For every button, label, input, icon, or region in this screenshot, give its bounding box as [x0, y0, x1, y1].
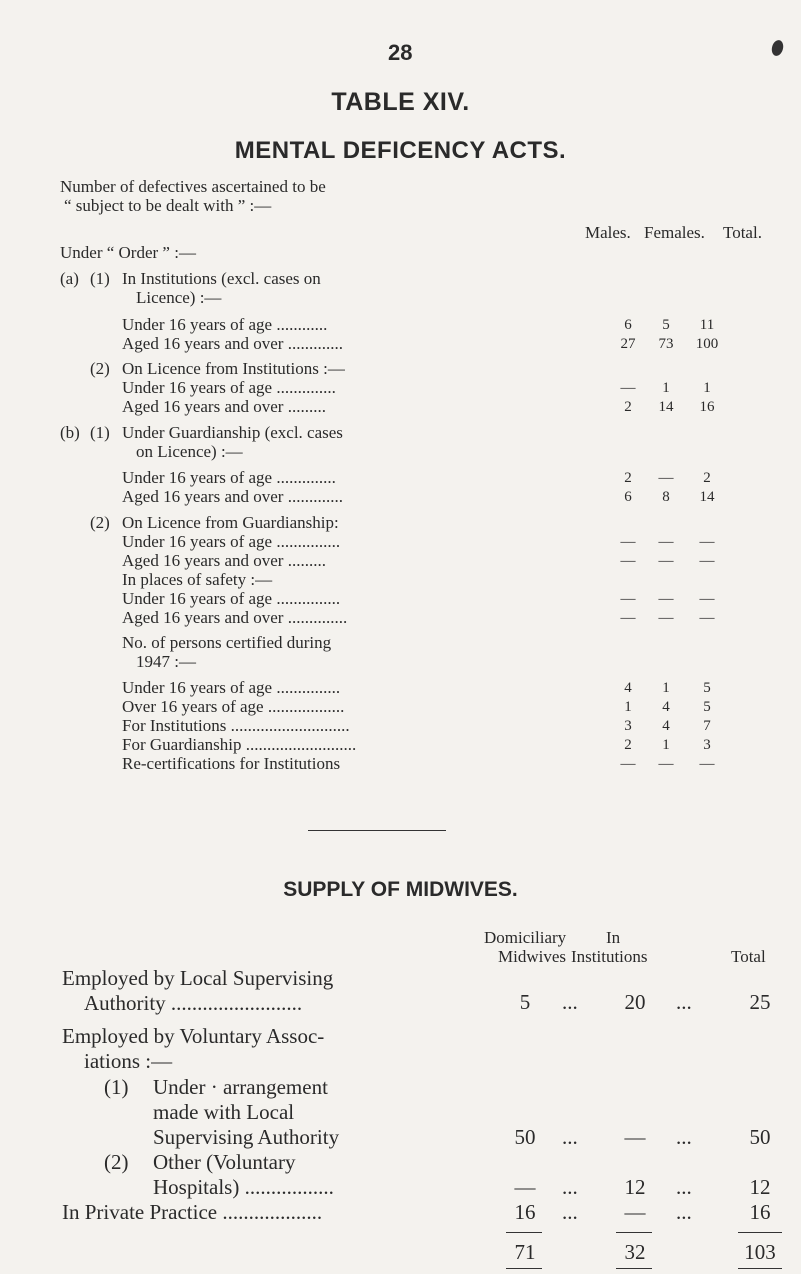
- row-label: Under 16 years of age ...............: [122, 589, 341, 608]
- cell-total: 16: [749, 1200, 771, 1224]
- cell-total: —: [699, 610, 715, 626]
- total-rule-bottom: [616, 1268, 652, 1269]
- cell-females: —: [658, 553, 674, 569]
- cell-total: 5: [703, 680, 711, 696]
- cell-males: —: [620, 534, 636, 550]
- cell-total: 2: [703, 470, 711, 486]
- cell-institutions: —: [624, 1125, 646, 1149]
- marker-b: (b): [60, 423, 80, 442]
- cell-females: 1: [662, 380, 670, 396]
- total-institutions: 32: [624, 1240, 646, 1264]
- row1-label-2: Authority .........................: [84, 991, 303, 1015]
- section-title: MENTAL DEFICENCY ACTS.: [234, 137, 567, 164]
- cell-total: 50: [749, 1125, 771, 1149]
- intro-line-1: Number of defectives ascertained to be: [60, 177, 326, 196]
- row-label: Re-certifications for Institutions: [122, 754, 341, 773]
- ink-blot: [770, 39, 785, 57]
- total-rule: [738, 1232, 782, 1233]
- cell-females: 73: [658, 336, 674, 352]
- total-domiciliary: 71: [514, 1240, 536, 1264]
- a2-heading: On Licence from Institutions :—: [122, 359, 345, 378]
- dots: ...: [676, 1125, 692, 1149]
- cell-females: 5: [662, 317, 670, 333]
- row-label: Aged 16 years and over .........: [122, 551, 326, 570]
- row2b-label-1: Other (Voluntary: [153, 1150, 296, 1174]
- marker-a2: (2): [90, 359, 110, 378]
- row-label: Under 16 years of age ...............: [122, 678, 341, 697]
- a1-heading-2: Licence) :—: [136, 288, 222, 307]
- cell-males: 2: [624, 399, 632, 415]
- row2b-number: (2): [104, 1150, 129, 1174]
- header-total: Total.: [723, 223, 762, 242]
- cell-females: 4: [662, 718, 670, 734]
- page-number: 28: [388, 40, 413, 65]
- header-institutions-2: Institutions: [571, 947, 648, 966]
- cell-total: 14: [699, 489, 715, 505]
- total-rule-bottom: [738, 1268, 782, 1269]
- cell-total: 7: [703, 718, 711, 734]
- row-label: Under 16 years of age ..............: [122, 468, 336, 487]
- cell-females: —: [658, 610, 674, 626]
- cell-males: 6: [624, 489, 632, 505]
- row-label: For Institutions ............................: [122, 716, 350, 735]
- row-label: Under 16 years of age ............: [122, 315, 328, 334]
- marker-b1: (1): [90, 423, 110, 442]
- cell-males: —: [620, 380, 636, 396]
- cell-males: 4: [624, 680, 632, 696]
- cell-domiciliary: —: [514, 1175, 536, 1199]
- header-domiciliary-1: Domiciliary: [484, 928, 567, 947]
- total-all: 103: [744, 1240, 776, 1264]
- row-label: Over 16 years of age ..................: [122, 697, 345, 716]
- total-rule: [616, 1232, 652, 1233]
- cell-females: 1: [662, 737, 670, 753]
- section-divider: [308, 830, 446, 831]
- total-rule: [506, 1232, 542, 1233]
- cell-females: —: [658, 756, 674, 772]
- header-institutions-1: In: [606, 928, 621, 947]
- row2a-label-2: made with Local: [153, 1100, 295, 1124]
- dots: ...: [562, 1175, 578, 1199]
- row2a-label-3: Supervising Authority: [153, 1125, 340, 1149]
- row2a-number: (1): [104, 1075, 129, 1099]
- cell-institutions: 20: [624, 990, 646, 1014]
- cell-females: 1: [662, 680, 670, 696]
- row-label: Aged 16 years and over .............: [122, 487, 343, 506]
- cell-institutions: 12: [624, 1175, 646, 1199]
- cell-total: 1: [703, 380, 711, 396]
- cell-institutions: —: [624, 1200, 646, 1224]
- row-label: Aged 16 years and over ..............: [122, 608, 348, 627]
- cell-total: 3: [703, 737, 711, 753]
- row2-heading-2: iations :—: [84, 1049, 173, 1073]
- cell-females: —: [658, 534, 674, 550]
- cell-total: 12: [749, 1175, 771, 1199]
- cell-males: —: [620, 553, 636, 569]
- marker-a1: (1): [90, 269, 110, 288]
- header-domiciliary-2: Midwives: [498, 947, 566, 966]
- cell-total: 100: [695, 336, 719, 352]
- cell-males: —: [620, 756, 636, 772]
- dots: ...: [562, 1200, 578, 1224]
- b1-heading-2: on Licence) :—: [136, 442, 243, 461]
- header-males: Males.: [585, 223, 631, 242]
- under-order-heading: Under “ Order ” :—: [60, 243, 196, 262]
- table-title: TABLE XIV.: [331, 88, 470, 116]
- certified-heading-1: No. of persons certified during: [122, 633, 332, 652]
- cell-total: 16: [699, 399, 715, 415]
- dots: ...: [676, 1200, 692, 1224]
- dots: ...: [562, 990, 578, 1014]
- cell-males: 27: [620, 336, 636, 352]
- dots: ...: [676, 1175, 692, 1199]
- row-label: Under 16 years of age ..............: [122, 378, 336, 397]
- header-females: Females.: [644, 223, 705, 242]
- cell-males: —: [620, 591, 636, 607]
- row3-label: In Private Practice ...................: [62, 1200, 323, 1224]
- row-label: Under 16 years of age ...............: [122, 532, 341, 551]
- cell-total: 11: [699, 317, 715, 333]
- cell-males: —: [620, 610, 636, 626]
- cell-domiciliary: 16: [514, 1200, 536, 1224]
- cell-domiciliary: 50: [514, 1125, 536, 1149]
- cell-total: 25: [749, 990, 771, 1014]
- cell-males: 1: [624, 699, 632, 715]
- row2b-label-2: Hospitals) .................: [153, 1175, 334, 1199]
- marker-b2: (2): [90, 513, 110, 532]
- cell-total: 5: [703, 699, 711, 715]
- cell-females: —: [658, 470, 674, 486]
- cell-total: —: [699, 756, 715, 772]
- supply-title: SUPPLY OF MIDWIVES.: [283, 878, 518, 901]
- row2-heading-1: Employed by Voluntary Assoc-: [62, 1024, 325, 1048]
- row-label: Aged 16 years and over .............: [122, 334, 343, 353]
- cell-males: 3: [624, 718, 632, 734]
- cell-total: —: [699, 534, 715, 550]
- cell-females: 8: [662, 489, 670, 505]
- row-label: Aged 16 years and over .........: [122, 397, 326, 416]
- safety-heading: In places of safety :—: [122, 570, 273, 589]
- cell-males: 6: [624, 317, 632, 333]
- cell-total: —: [699, 553, 715, 569]
- intro-line-2: “ subject to be dealt with ” :—: [64, 196, 272, 215]
- a1-heading-1: In Institutions (excl. cases on: [122, 269, 321, 288]
- b2-heading: On Licence from Guardianship:: [122, 513, 339, 532]
- row1-label-1: Employed by Local Supervising: [62, 966, 334, 990]
- row-label: For Guardianship ..........................: [122, 735, 357, 754]
- header-total: Total: [731, 947, 766, 966]
- certified-heading-2: 1947 :—: [136, 652, 196, 671]
- b1-heading-1: Under Guardianship (excl. cases: [122, 423, 343, 442]
- row2a-label-1: Under · arrangement: [153, 1075, 328, 1099]
- marker-a: (a): [60, 269, 79, 288]
- cell-total: —: [699, 591, 715, 607]
- cell-males: 2: [624, 737, 632, 753]
- cell-females: —: [658, 591, 674, 607]
- cell-females: 4: [662, 699, 670, 715]
- cell-females: 14: [658, 399, 674, 415]
- total-rule-bottom: [506, 1268, 542, 1269]
- cell-domiciliary: 5: [519, 990, 531, 1014]
- cell-males: 2: [624, 470, 632, 486]
- dots: ...: [562, 1125, 578, 1149]
- dots: ...: [676, 990, 692, 1014]
